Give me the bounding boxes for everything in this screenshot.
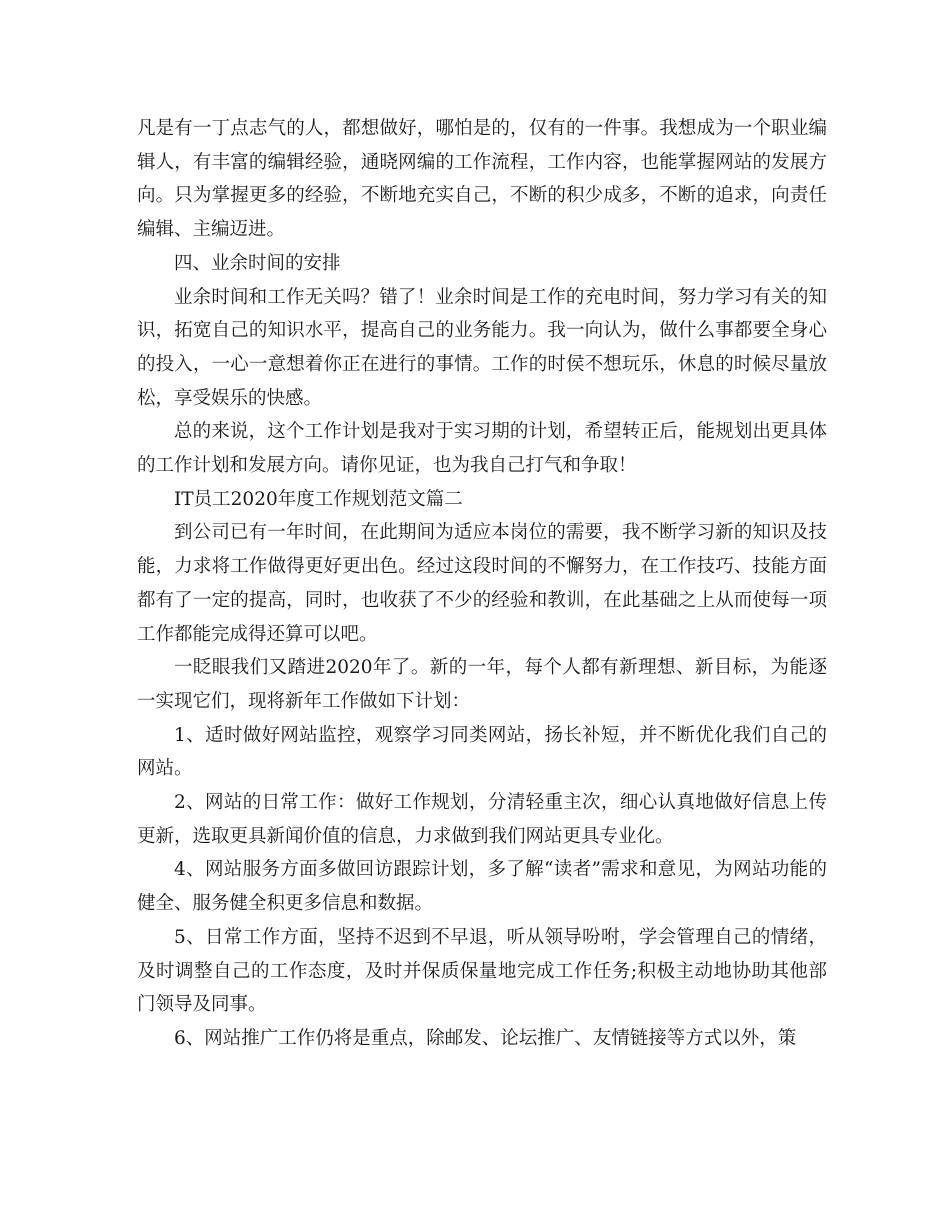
heading-article-two: IT员工2020年度工作规划范文篇二 (174, 488, 463, 510)
plan-item-4: 4、网站服务方面多做回访跟踪计划，多了解“读者”需求和意见，为网站功能的健全、服务健全积更多信息和数据。 (137, 859, 827, 915)
plan-item-5: 5、日常工作方面，坚持不迟到不早退，听从领导吩咐，学会管理自己的情绪，及时调整自己的工作态度，及时并保质保量地完成工作任务;积极主动地协助其他部门领导及同事。 (137, 926, 827, 1016)
paragraph-summary: 总的来说，这个工作计划是我对于实习期的计划，希望转正后，能规划出更具体的工作计划和发展方向。请你见证，也为我自己打气和争取！ (137, 421, 827, 477)
plan-item-1: 1、适时做好网站监控，观察学习同类网站，扬长补短，并不断优化我们自己的网站。 (137, 724, 827, 780)
heading-spare-time: 四、业余时间的安排 (174, 252, 341, 274)
paragraph-new-year: 一眨眼我们又踏进2020年了。新的一年，每个人都有新理想、新目标，为能逐一实现它们，现将新年工作做如下计划： (137, 657, 827, 712)
document-body (137, 112, 827, 1056)
paragraph-career-goal: 凡是有一丁点志气的人，都想做好，哪怕是的，仅有的一件事。我想成为一个职业编辑人，有丰富的编辑经验，通晓网编的工作流程，工作内容，也能掌握网站的发展方向。只为掌握更多的经验，不断地充实自己，不断的积少成多，不断的追求，向责任编辑、主编迈进。 (137, 118, 827, 241)
paragraph-spare-time: 业余时间和工作无关吗？错了！业余时间是工作的充电时间，努力学习有关的知识，拓宽自己的知识水平，提高自己的业务能力。我一向认为，做什么事都要全身心的投入，一心一意想着你正在进行的事情。工作的时侯不想玩乐，休息的时候尽量放松，享受娱乐的快感。 (137, 286, 827, 409)
paragraph-one-year: 到公司已有一年时间，在此期间为适应本岗位的需要，我不断学习新的知识及技能，力求将工作做得更好更出色。经过这段时间的不懈努力，在工作技巧、技能方面都有了一定的提高，同时，也收获了不少的经验和教训，在此基础之上从而使每一项工作都能完成得还算可以吧。 (137, 522, 827, 645)
plan-item-2: 2、网站的日常工作：做好工作规划，分清轻重主次，细心认真地做好信息上传更新，选取更具新闻价值的信息，力求做到我们网站更具专业化。 (137, 792, 827, 847)
plan-item-6: 6、网站推广工作仍将是重点，除邮发、论坛推广、友情链接等方式以外，策 (174, 1027, 797, 1049)
